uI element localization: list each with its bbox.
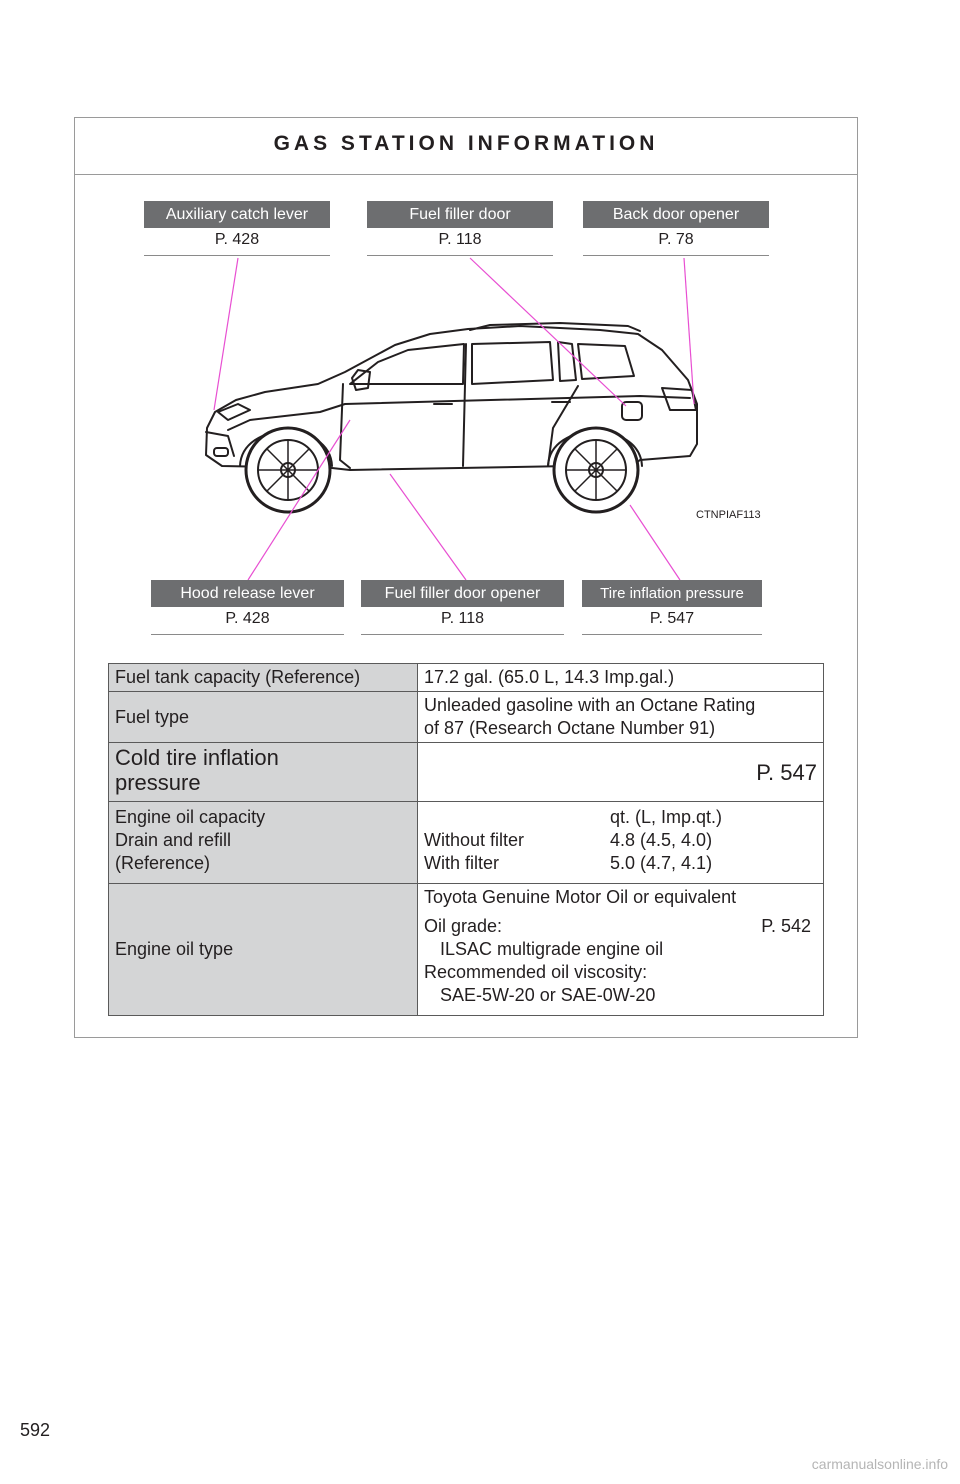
callout-fuel-filler-door — [367, 201, 553, 256]
callout-label: Hood release lever — [151, 580, 344, 607]
callout-page-link[interactable]: P. 118 — [361, 607, 564, 635]
oil-viscosity-value: SAE-5W-20 or SAE-0W-20 — [440, 985, 656, 1005]
oil-grade-value: ILSAC multigrade engine oil — [440, 939, 664, 959]
oil-grade-page-link[interactable]: P. 542 — [761, 916, 811, 936]
fog-light — [214, 448, 228, 456]
cold-tire-page-link[interactable]: P. 547 — [418, 743, 824, 802]
page-title: GAS STATION INFORMATION — [75, 118, 857, 175]
watermark: carmanualsonline.info — [811, 1456, 948, 1472]
oil-grade-label: Oil grade: — [424, 916, 503, 936]
cold-tire-label-line: pressure — [115, 770, 201, 795]
fuel-tank-value: 17.2 gal. (65.0 L, 14.3 Imp.gal.) — [418, 664, 824, 692]
oil-capacity-unit: qt. (L, Imp.qt.) — [610, 807, 723, 827]
callout-label: Fuel filler door opener — [361, 580, 564, 607]
callout-auxiliary-catch-lever — [144, 201, 330, 256]
callout-label: Back door opener — [583, 201, 769, 228]
leader-aux-catch — [214, 258, 238, 410]
spec-table — [108, 663, 824, 1016]
oil-type-line: Toyota Genuine Motor Oil or equivalent — [424, 887, 737, 907]
table-row — [109, 743, 824, 802]
front-door-line — [340, 384, 350, 468]
oil-type-value — [418, 884, 824, 1016]
callout-page-link[interactable]: P. 547 — [582, 607, 762, 635]
with-filter-label: With filter — [424, 853, 500, 873]
table-row — [109, 692, 824, 743]
fuel-type-label: Fuel type — [109, 692, 418, 743]
oil-capacity-label — [109, 802, 418, 884]
table-row — [109, 884, 824, 1016]
oil-viscosity-label: Recommended oil viscosity: — [424, 962, 648, 982]
oil-capacity-value — [418, 802, 824, 884]
fuel-tank-label: Fuel tank capacity (Reference) — [109, 664, 418, 692]
callout-back-door-opener — [583, 201, 769, 256]
fuel-type-value — [418, 692, 824, 743]
callout-page-link[interactable]: P. 118 — [367, 228, 553, 256]
callout-label: Tire inflation pressure — [582, 580, 762, 607]
with-filter-value: 5.0 (4.7, 4.1) — [610, 853, 713, 873]
callout-page-link[interactable]: P. 428 — [151, 607, 344, 635]
leader-fuel-door-opener — [390, 474, 466, 580]
callout-page-link[interactable]: P. 428 — [144, 228, 330, 256]
leader-tire-pressure — [630, 505, 680, 580]
fuel-type-line: Unleaded gasoline with an Octane Rating — [424, 695, 756, 715]
oil-capacity-label-line: (Reference) — [115, 853, 211, 873]
table-row — [109, 664, 824, 692]
oil-capacity-label-line: Drain and refill — [115, 830, 232, 850]
rear-window — [472, 342, 553, 384]
back-window — [578, 344, 634, 379]
tail-light — [662, 388, 696, 410]
fuel-type-line: of 87 (Research Octane Number 91) — [424, 718, 716, 738]
oil-capacity-label-line: Engine oil capacity — [115, 807, 266, 827]
cold-tire-label-line: Cold tire inflation — [115, 745, 279, 770]
page-number: 592 — [20, 1420, 51, 1440]
cold-tire-label — [109, 743, 418, 802]
callout-hood-release-lever — [151, 580, 344, 635]
front-bumper — [206, 432, 234, 456]
callout-tire-inflation-pressure — [582, 580, 762, 635]
quarter-window — [558, 342, 576, 381]
figure-code: CTNPIAF113 — [696, 509, 761, 521]
callout-fuel-filler-door-opener — [361, 580, 564, 635]
without-filter-value: 4.8 (4.5, 4.0) — [610, 830, 713, 850]
front-window — [350, 344, 464, 384]
without-filter-label: Without filter — [424, 830, 525, 850]
rear-wheel — [554, 428, 638, 512]
callout-page-link[interactable]: P. 78 — [583, 228, 769, 256]
oil-type-label: Engine oil type — [109, 884, 418, 1016]
callout-label: Fuel filler door — [367, 201, 553, 228]
front-wheel — [246, 428, 330, 512]
callout-label: Auxiliary catch lever — [144, 201, 330, 228]
table-row — [109, 802, 824, 884]
